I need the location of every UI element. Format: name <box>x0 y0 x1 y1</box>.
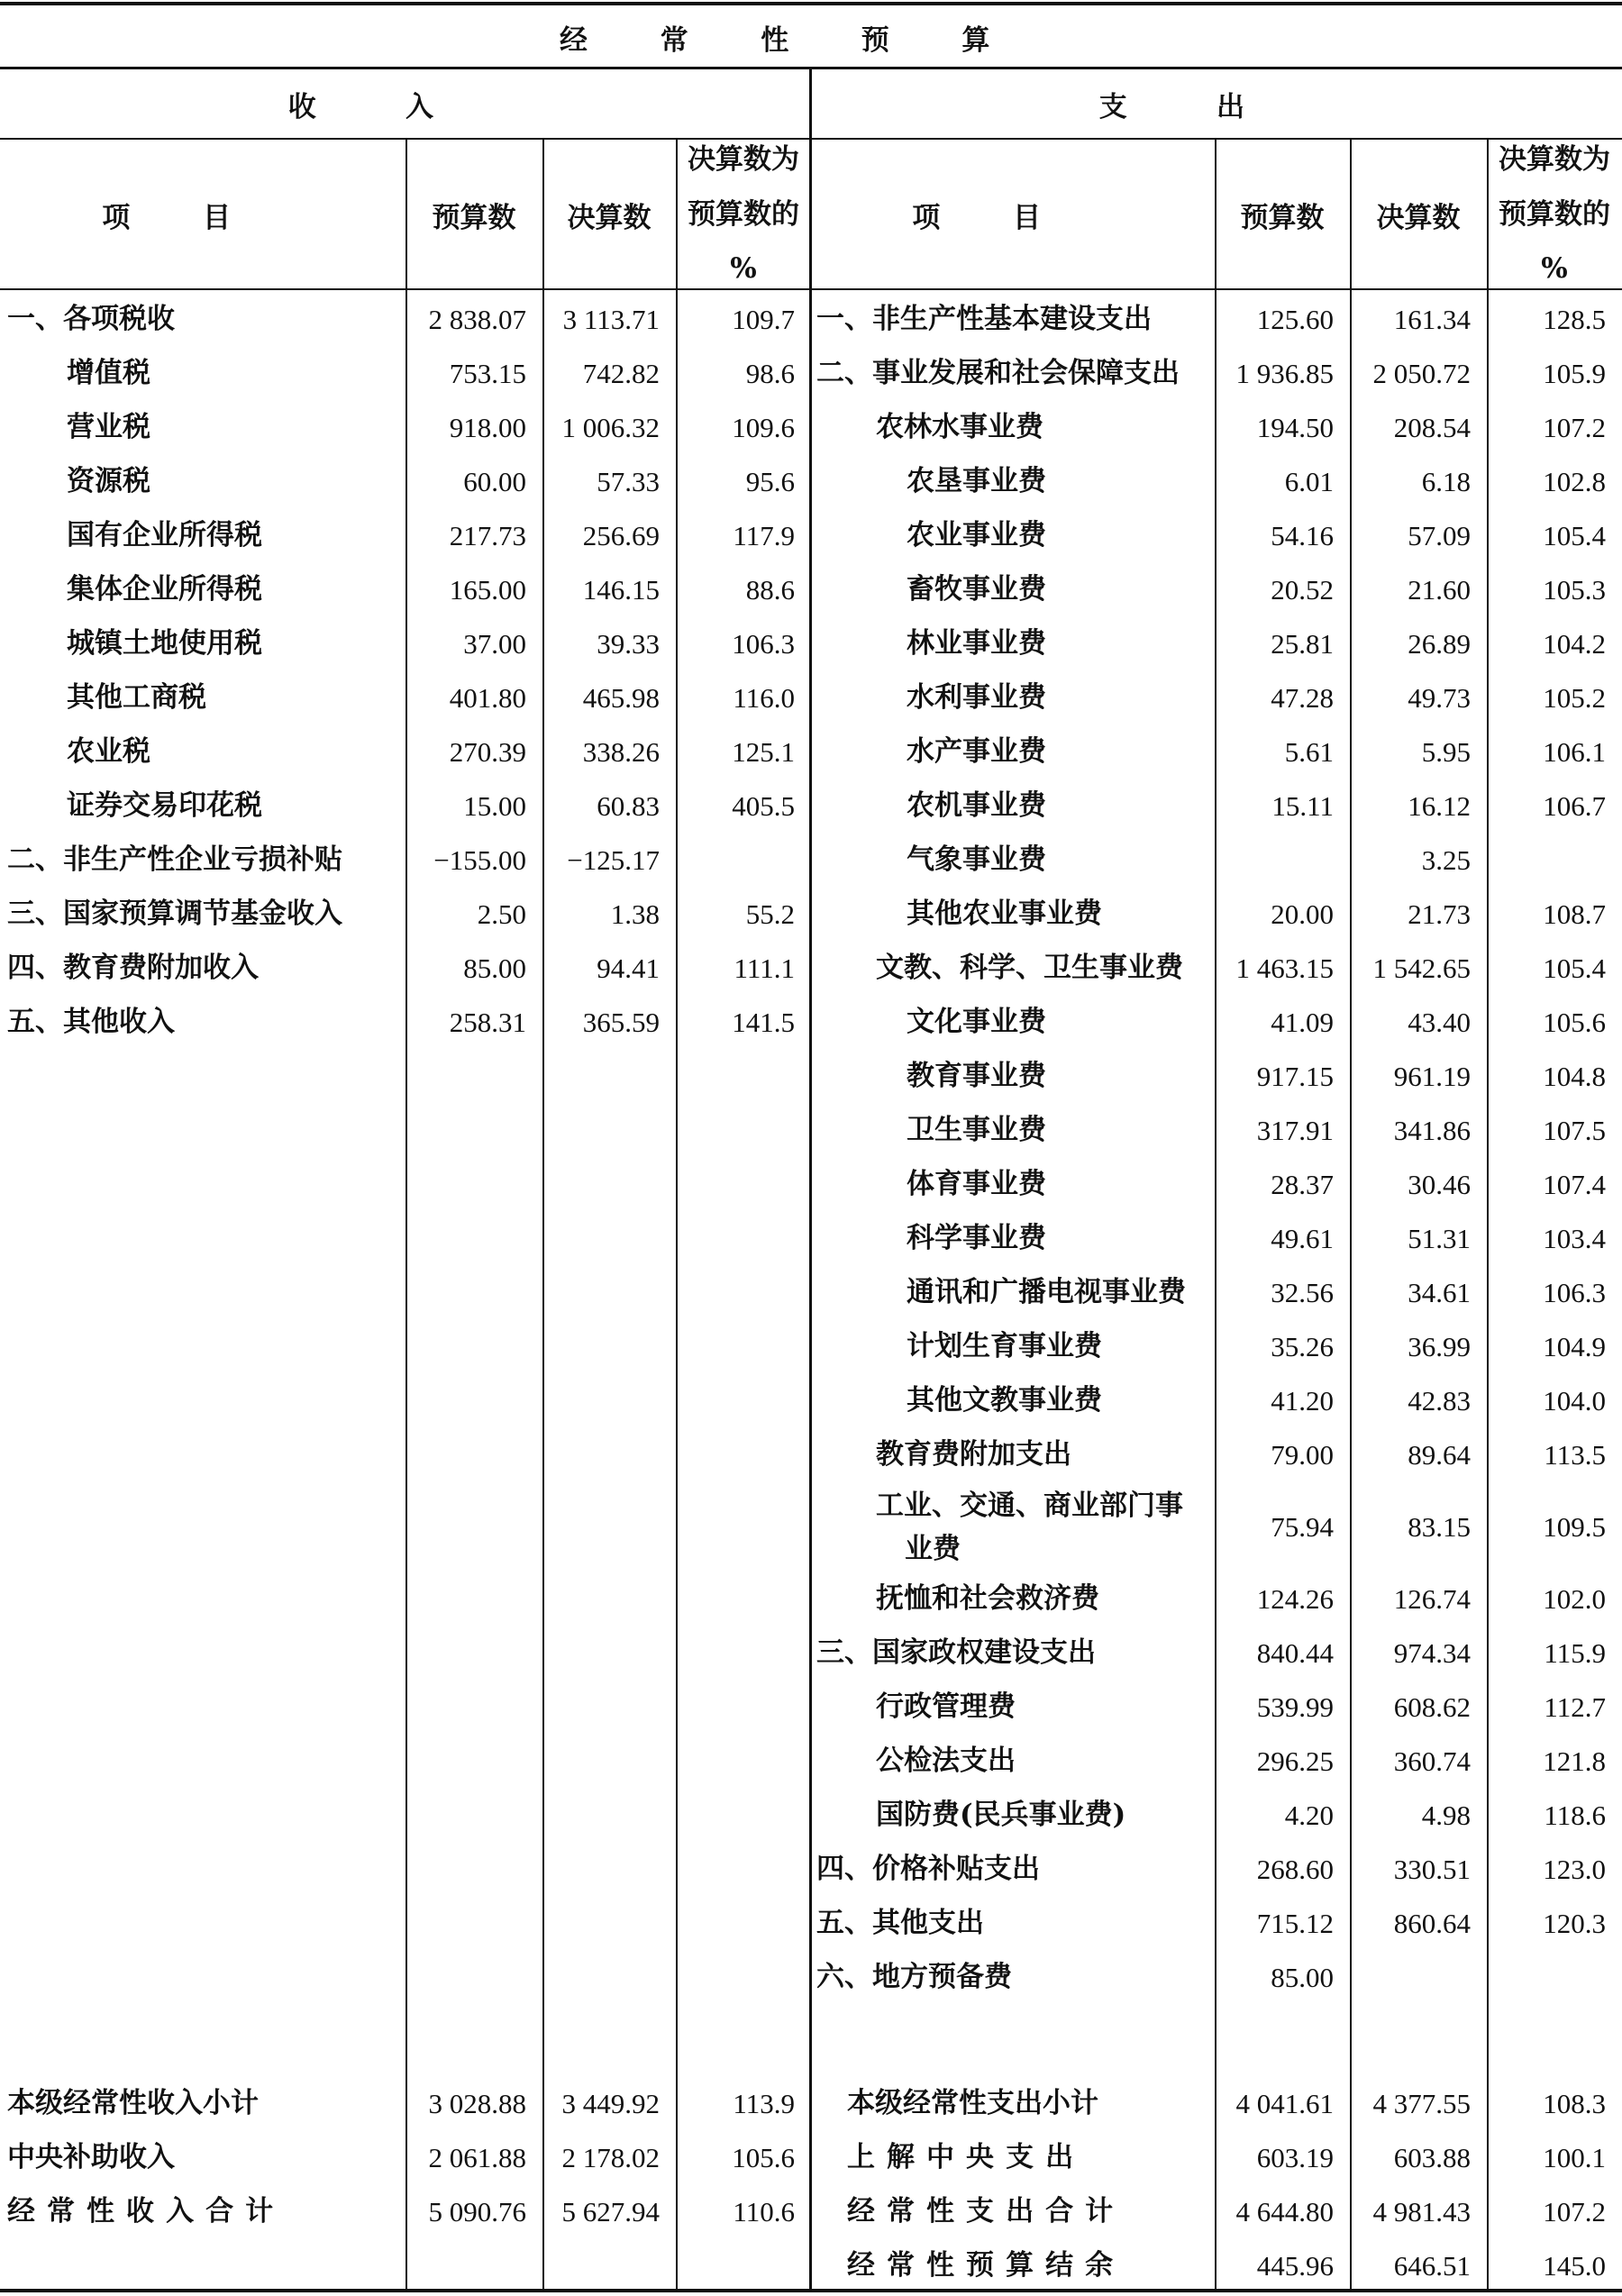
expend-row-budget: 20.00 <box>1271 898 1334 931</box>
income-row-ratio: 113.9 <box>733 2088 795 2120</box>
expend-row-budget: 41.20 <box>1271 1385 1334 1417</box>
income-row-name: 一、各项税收 <box>7 303 175 336</box>
expend-row-ratio: 121.8 <box>1543 1745 1606 1778</box>
expend-row-ratio: 106.1 <box>1543 736 1606 769</box>
vrule-income-final <box>542 140 544 2289</box>
expend-row-budget: 917.15 <box>1256 1061 1334 1093</box>
expend-row-budget: 194.50 <box>1256 412 1334 444</box>
expend-row-name: 四、价格补贴支出 <box>816 1853 1040 1886</box>
income-col-item-label: 项目 <box>102 201 304 234</box>
expend-row-ratio: 120.3 <box>1543 1908 1606 1940</box>
expend-row-budget: 4 041.61 <box>1235 2088 1334 2120</box>
income-row-final: 465.98 <box>582 682 660 715</box>
expend-row-name: 教育事业费 <box>907 1060 1046 1093</box>
expend-row-budget <box>1215 834 1350 888</box>
expend-row-name: 行政管理费 <box>876 1690 1016 1724</box>
expend-row-budget: 296.25 <box>1256 1745 1334 1778</box>
expend-row-final: 6.18 <box>1421 466 1471 498</box>
income-row-ratio: 106.3 <box>732 628 795 661</box>
income-row-budget: 401.80 <box>449 682 526 715</box>
income-row-budget: 15.00 <box>463 790 526 823</box>
expend-row-ratio: 123.0 <box>1543 1854 1606 1886</box>
expend-row-ratio: 106.3 <box>1543 1277 1606 1309</box>
expend-col-item <box>811 141 1215 288</box>
income-row-final: 60.83 <box>597 790 660 823</box>
expend-col-ratio <box>1487 141 1622 288</box>
income-row-budget: 258.31 <box>449 1007 526 1039</box>
expend-row-budget: 268.60 <box>1256 1854 1334 1886</box>
expend-row-ratio: 128.5 <box>1543 304 1606 336</box>
income-row-budget: 2 838.07 <box>428 304 526 336</box>
income-col-final: 决算数 <box>567 201 652 234</box>
expend-row-final: 608.62 <box>1393 1691 1471 1724</box>
expend-row-ratio: 107.4 <box>1543 1169 1606 1201</box>
expend-row-budget: 125.60 <box>1256 304 1334 336</box>
expend-row-budget: 603.19 <box>1256 2142 1334 2174</box>
income-row-budget: 270.39 <box>449 736 526 769</box>
expend-row-final: 34.61 <box>1408 1277 1471 1309</box>
expend-row-final: 5.95 <box>1421 736 1471 769</box>
expend-row-final: 161.34 <box>1393 304 1471 336</box>
income-row-name: 五、其他收入 <box>7 1006 175 1039</box>
income-row-budget: 217.73 <box>449 520 526 552</box>
vrule-expend-budget <box>1215 140 1216 2289</box>
expend-row-ratio: 105.6 <box>1543 1007 1606 1039</box>
expend-row-budget: 840.44 <box>1256 1637 1334 1670</box>
expend-row-final: 57.09 <box>1408 520 1471 552</box>
rule-bottom <box>0 2289 1622 2292</box>
income-row-name: 证券交易印花税 <box>67 789 262 823</box>
income-row-budget: −155.00 <box>433 844 526 877</box>
expend-row-name: 本级经常性支出小计 <box>847 2087 1098 2120</box>
income-row-name: 营业税 <box>67 411 150 444</box>
expend-row-final: 4 377.55 <box>1372 2088 1471 2120</box>
expend-row-name: 农垦事业费 <box>907 465 1046 498</box>
expend-row-name: 抚恤和社会救济费 <box>876 1582 1099 1616</box>
income-row-ratio: 117.9 <box>733 520 795 552</box>
expend-row-final: 2 050.72 <box>1372 358 1471 390</box>
expend-row-ratio: 106.7 <box>1543 790 1606 823</box>
expend-row-name: 国防费(民兵事业费) <box>876 1799 1126 1832</box>
expend-col-ratio-line1: 决算数为 <box>1499 143 1610 177</box>
expend-row-name: 水产事业费 <box>907 735 1046 769</box>
expend-row-name: 一、非生产性基本建设支出 <box>816 303 1152 336</box>
expend-row-ratio: 105.3 <box>1543 574 1606 606</box>
income-row-name: 本级经常性收入小计 <box>7 2087 259 2120</box>
expend-row-budget: 41.09 <box>1271 1007 1334 1039</box>
expend-row-ratio <box>1487 834 1622 888</box>
expend-row-ratio: 104.9 <box>1543 1331 1606 1363</box>
income-row-final: 338.26 <box>582 736 660 769</box>
vrule-center <box>809 68 812 2289</box>
income-row-name: 二、非生产性企业亏损补贴 <box>7 843 342 877</box>
expend-row-ratio: 108.7 <box>1543 898 1606 931</box>
expend-row-name: 气象事业费 <box>907 843 1046 877</box>
expend-row-final: 83.15 <box>1408 1511 1471 1544</box>
income-row-budget: 2 061.88 <box>428 2142 526 2174</box>
expend-row-ratio: 113.5 <box>1544 1439 1606 1471</box>
expend-row-ratio: 104.2 <box>1543 628 1606 661</box>
income-row-budget: 60.00 <box>463 466 526 498</box>
income-row-ratio: 109.7 <box>732 304 795 336</box>
expend-row-final: 1 542.65 <box>1372 952 1471 985</box>
expend-row-name: 计划生育事业费 <box>907 1330 1102 1363</box>
expend-row-final: 974.34 <box>1393 1637 1471 1670</box>
expend-col-final: 决算数 <box>1376 201 1461 234</box>
income-row-budget: 85.00 <box>463 952 526 985</box>
income-row-budget: 918.00 <box>449 412 526 444</box>
expend-row-budget: 445.96 <box>1256 2250 1334 2282</box>
expend-row-name-line1: 工业、交通、商业部门事 <box>876 1489 1183 1522</box>
expend-row-final: 360.74 <box>1393 1745 1471 1778</box>
income-row-ratio: 105.6 <box>732 2142 795 2174</box>
expend-row-name: 卫生事业费 <box>907 1114 1046 1147</box>
expend-row-budget: 4.20 <box>1284 1799 1334 1832</box>
income-row-final: 3 449.92 <box>561 2088 660 2120</box>
expend-row-budget: 4 644.80 <box>1235 2196 1334 2228</box>
expend-row-ratio: 115.9 <box>1544 1637 1606 1670</box>
income-row-name: 中央补助收入 <box>7 2141 175 2174</box>
expend-row-budget: 6.01 <box>1284 466 1334 498</box>
table-title: 经常性预算 <box>560 23 1062 57</box>
income-row-final: 94.41 <box>597 952 660 985</box>
expend-row-name: 二、事业发展和社会保障支出 <box>816 357 1180 390</box>
expend-row-budget: 85.00 <box>1271 1962 1334 1994</box>
expend-row-final: 51.31 <box>1408 1223 1471 1255</box>
expend-row-ratio: 112.7 <box>1544 1691 1606 1724</box>
expend-row-ratio: 107.2 <box>1543 2196 1606 2228</box>
income-row-name: 国有企业所得税 <box>67 519 262 552</box>
expend-row-ratio: 102.8 <box>1543 466 1606 498</box>
rule-top <box>0 2 1622 5</box>
expend-col-ratio-line2: 预算数的 <box>1499 197 1610 231</box>
expend-row-final: 49.73 <box>1408 682 1471 715</box>
expend-row-name: 农机事业费 <box>907 789 1046 823</box>
expend-header <box>811 68 1622 139</box>
expend-row-final: 26.89 <box>1408 628 1471 661</box>
expend-row-budget: 28.37 <box>1271 1169 1334 1201</box>
income-row-final: −125.17 <box>567 844 660 877</box>
income-col-budget: 预算数 <box>432 201 516 234</box>
expend-row-budget: 32.56 <box>1271 1277 1334 1309</box>
income-row-budget: 165.00 <box>449 574 526 606</box>
income-row-name: 其他工商税 <box>67 681 206 715</box>
expend-row-final: 4.98 <box>1421 1799 1471 1832</box>
expend-row-name: 农林水事业费 <box>876 411 1043 444</box>
income-row-ratio: 88.6 <box>745 574 795 606</box>
expend-row-budget: 47.28 <box>1271 682 1334 715</box>
expend-row-ratio: 105.2 <box>1543 682 1606 715</box>
expend-row-ratio: 105.9 <box>1543 358 1606 390</box>
income-row-ratio: 125.1 <box>732 736 795 769</box>
expend-col-ratio-line3: % <box>1541 252 1568 286</box>
income-row-budget: 37.00 <box>463 628 526 661</box>
income-row-final: 1 006.32 <box>561 412 660 444</box>
income-row-name: 农业税 <box>67 735 150 769</box>
income-row-final: 1.38 <box>610 898 660 931</box>
expend-row-ratio: 105.4 <box>1543 520 1606 552</box>
income-col-ratio-line2: 预算数的 <box>688 197 799 231</box>
expend-row-name: 经常性预算结余 <box>847 2249 1125 2282</box>
expend-row-ratio: 102.0 <box>1543 1583 1606 1616</box>
income-row-ratio: 95.6 <box>745 466 795 498</box>
expend-row-final: 208.54 <box>1393 412 1471 444</box>
income-row-final: 365.59 <box>582 1007 660 1039</box>
expend-row-budget: 539.99 <box>1256 1691 1334 1724</box>
income-row-name: 城镇土地使用税 <box>67 627 262 661</box>
expend-row-budget: 5.61 <box>1284 736 1334 769</box>
income-row-budget: 2.50 <box>477 898 526 931</box>
expend-row-name: 农业事业费 <box>907 519 1046 552</box>
income-row-final: 2 178.02 <box>561 2142 660 2174</box>
expend-col-budget: 预算数 <box>1240 201 1325 234</box>
expend-row-final: 21.73 <box>1408 898 1471 931</box>
expend-row-name: 其他文教事业费 <box>907 1384 1102 1417</box>
expend-row-name: 文化事业费 <box>907 1006 1046 1039</box>
income-row-ratio: 110.6 <box>733 2196 795 2228</box>
expend-row-budget: 49.61 <box>1271 1223 1334 1255</box>
income-row-name: 经常性收入合计 <box>7 2195 286 2228</box>
income-row-ratio: 55.2 <box>745 898 795 931</box>
income-row-ratio: 98.6 <box>745 358 795 390</box>
income-row-name: 集体企业所得税 <box>67 573 262 606</box>
expend-row-name: 六、地方预备费 <box>816 1961 1012 1994</box>
expend-row-ratio: 104.8 <box>1543 1061 1606 1093</box>
expend-row-name: 教育费附加支出 <box>876 1438 1071 1471</box>
income-row-final: 742.82 <box>582 358 660 390</box>
income-header <box>0 68 811 139</box>
expend-row-name: 畜牧事业费 <box>907 573 1046 606</box>
expend-row-budget: 35.26 <box>1271 1331 1334 1363</box>
expend-row-final: 4 981.43 <box>1372 2196 1471 2228</box>
expend-row-name-line2: 业费 <box>905 1533 961 1565</box>
income-row-final: 256.69 <box>582 520 660 552</box>
expend-row-name: 三、国家政权建设支出 <box>816 1636 1096 1670</box>
expend-row-name: 水利事业费 <box>907 681 1046 715</box>
income-row-final: 39.33 <box>597 628 660 661</box>
expend-row-budget: 54.16 <box>1271 520 1334 552</box>
expend-row-ratio: 145.0 <box>1543 2250 1606 2282</box>
expend-row-name <box>816 1482 1215 1572</box>
expend-row-name: 其他农业事业费 <box>907 897 1102 931</box>
expend-header-label: 支出 <box>1098 90 1335 123</box>
expend-row-final: 43.40 <box>1408 1007 1471 1039</box>
expend-row-name: 科学事业费 <box>907 1222 1046 1255</box>
expend-row-budget: 317.91 <box>1256 1115 1334 1147</box>
expend-row-budget: 20.52 <box>1271 574 1334 606</box>
expend-row-name: 五、其他支出 <box>816 1907 984 1940</box>
income-row-final: 146.15 <box>582 574 660 606</box>
expend-row-final: 330.51 <box>1393 1854 1471 1886</box>
expend-row-ratio: 108.3 <box>1543 2088 1606 2120</box>
expend-row-budget: 25.81 <box>1271 628 1334 661</box>
expend-row-final: 36.99 <box>1408 1331 1471 1363</box>
expend-row-ratio: 104.0 <box>1543 1385 1606 1417</box>
expend-row-ratio: 118.6 <box>1544 1799 1606 1832</box>
income-row-name: 增值税 <box>67 357 150 390</box>
expend-row-final: 961.19 <box>1393 1061 1471 1093</box>
income-row-ratio: 141.5 <box>732 1007 795 1039</box>
expend-row-final: 30.46 <box>1408 1169 1471 1201</box>
expend-row-final <box>1350 1951 1487 2005</box>
expend-row-final: 603.88 <box>1393 2142 1471 2174</box>
income-col-item <box>0 141 406 288</box>
expend-row-ratio: 105.4 <box>1543 952 1606 985</box>
income-row-budget: 5 090.76 <box>428 2196 526 2228</box>
expend-row-final: 42.83 <box>1408 1385 1471 1417</box>
expend-row-name: 上解中央支出 <box>847 2141 1086 2174</box>
expend-row-final: 126.74 <box>1393 1583 1471 1616</box>
income-row-name: 三、国家预算调节基金收入 <box>7 897 342 931</box>
income-row-final: 5 627.94 <box>561 2196 660 2228</box>
expend-row-ratio: 100.1 <box>1543 2142 1606 2174</box>
expend-row-final: 646.51 <box>1393 2250 1471 2282</box>
income-header-label: 收入 <box>287 90 524 123</box>
income-col-ratio-line3: % <box>730 252 757 286</box>
income-row-final: 3 113.71 <box>562 304 660 336</box>
income-col-ratio-line1: 决算数为 <box>688 143 799 177</box>
expend-row-budget: 75.94 <box>1271 1511 1334 1544</box>
expend-row-budget: 1 936.85 <box>1235 358 1334 390</box>
expend-row-name: 林业事业费 <box>907 627 1046 661</box>
expend-row-final: 16.12 <box>1408 790 1471 823</box>
vrule-income-ratio <box>676 140 678 2289</box>
income-col-ratio <box>676 141 811 288</box>
income-row-ratio: 116.0 <box>733 682 795 715</box>
expend-row-name: 文教、科学、卫生事业费 <box>876 952 1183 985</box>
income-row-name: 资源税 <box>67 465 150 498</box>
income-row-budget: 3 028.88 <box>428 2088 526 2120</box>
expend-row-name: 通讯和广播电视事业费 <box>907 1276 1186 1309</box>
expend-row-final: 3.25 <box>1421 844 1471 877</box>
income-row-ratio: 109.6 <box>732 412 795 444</box>
expend-row-budget: 1 463.15 <box>1235 952 1334 985</box>
expend-row-final: 21.60 <box>1408 574 1471 606</box>
expend-row-name: 体育事业费 <box>907 1168 1046 1201</box>
expend-row-ratio: 109.5 <box>1543 1511 1606 1544</box>
income-row-final: 57.33 <box>597 466 660 498</box>
expend-row-final: 341.86 <box>1393 1115 1471 1147</box>
vrule-expend-final <box>1350 140 1352 2289</box>
vrule-expend-ratio <box>1487 140 1489 2289</box>
income-row-name: 四、教育费附加收入 <box>7 952 259 985</box>
expend-row-final: 89.64 <box>1408 1439 1471 1471</box>
expend-row-ratio: 103.4 <box>1543 1223 1606 1255</box>
expend-row-final: 860.64 <box>1393 1908 1471 1940</box>
expend-row-budget: 79.00 <box>1271 1439 1334 1471</box>
expend-row-name: 经常性支出合计 <box>847 2195 1125 2228</box>
income-row-ratio: 111.1 <box>734 952 795 985</box>
expend-row-ratio: 107.5 <box>1543 1115 1606 1147</box>
expend-row-ratio: 107.2 <box>1543 412 1606 444</box>
income-row-ratio: 405.5 <box>732 790 795 823</box>
income-row-budget: 753.15 <box>449 358 526 390</box>
expend-row-budget: 15.11 <box>1271 790 1334 823</box>
expend-col-item-label: 项目 <box>912 201 1114 234</box>
expend-row-name: 公检法支出 <box>876 1745 1016 1778</box>
expend-row-ratio <box>1487 1951 1622 2005</box>
vrule-income-budget <box>406 140 407 2289</box>
expend-row-budget: 715.12 <box>1256 1908 1334 1940</box>
expend-row-budget: 124.26 <box>1256 1583 1334 1616</box>
